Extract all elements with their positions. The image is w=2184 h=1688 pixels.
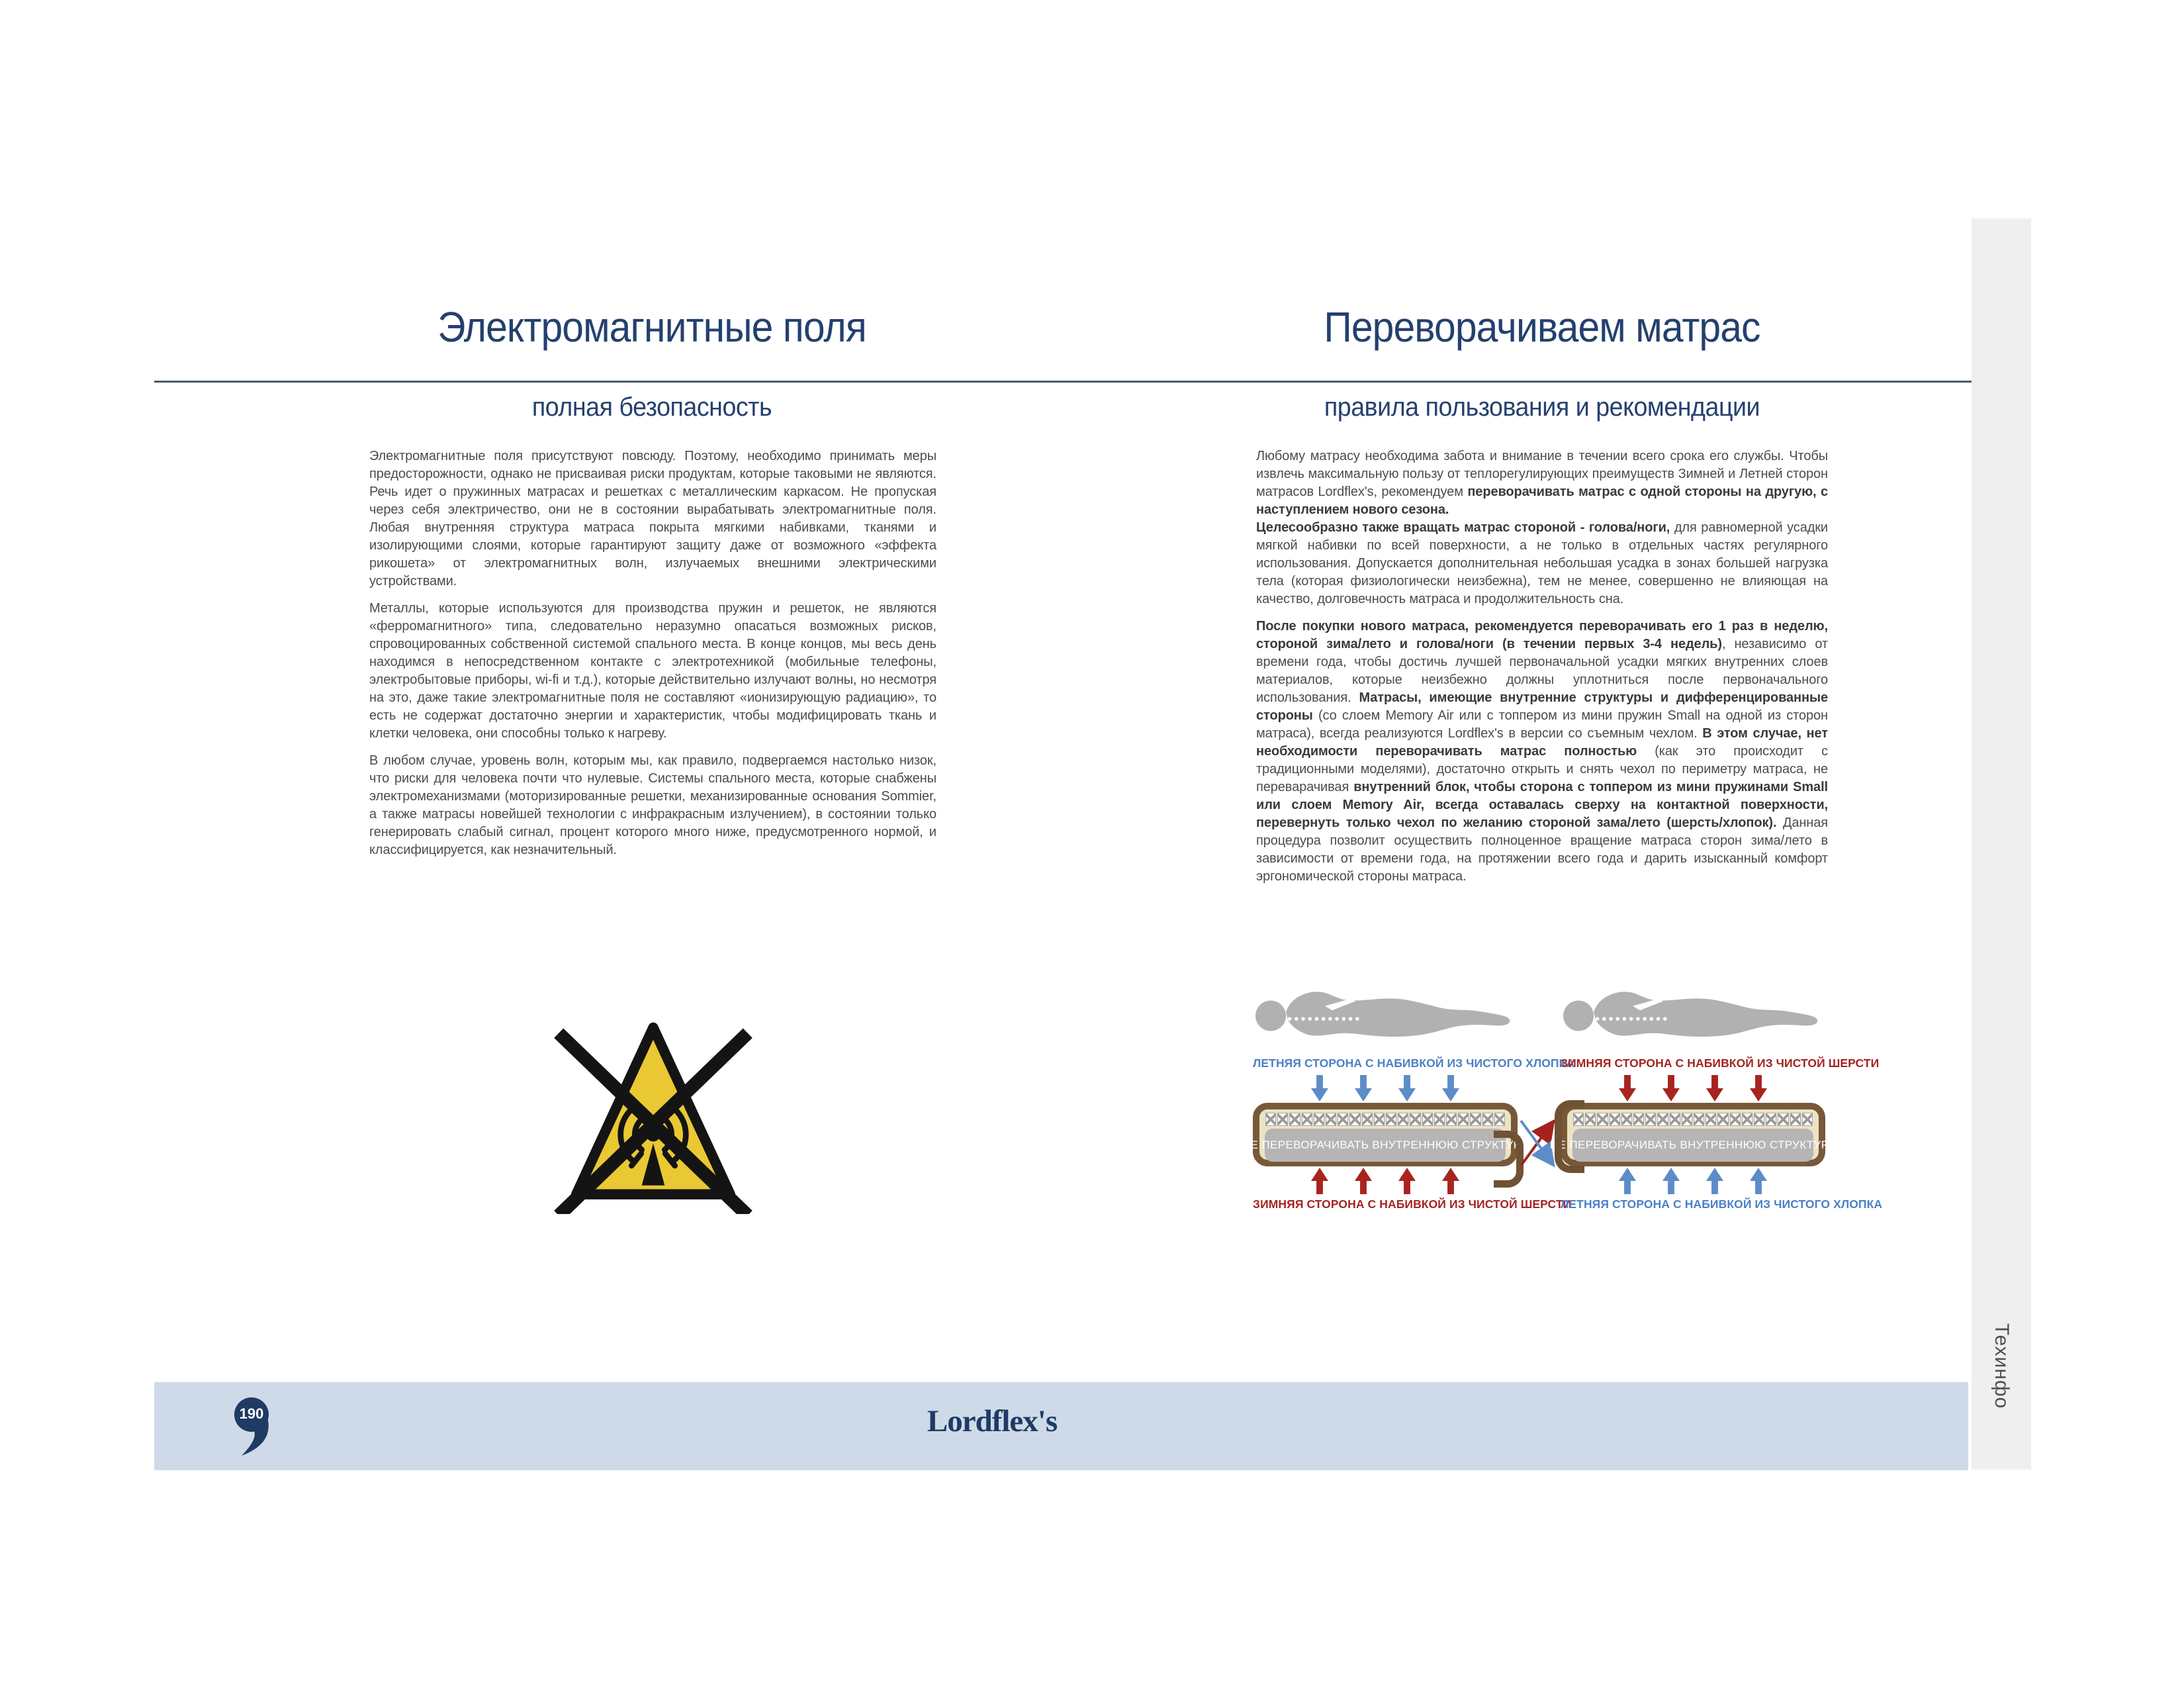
- page-number: 190: [239, 1405, 264, 1422]
- up-arrow-icon: [1706, 1168, 1723, 1194]
- summer-arrows-up: [1561, 1168, 1825, 1194]
- winter-arrows-down: [1561, 1075, 1825, 1102]
- up-arrow-icon: [1398, 1168, 1416, 1194]
- inner-structure-block: НЕ ПЕРЕВОРАЧИВАТЬ ВНУТРЕННЮЮ СТРУКТУРУ: [1265, 1129, 1506, 1162]
- section-tab-label: Техинфо: [1991, 1323, 2013, 1409]
- down-arrow-icon: [1355, 1075, 1372, 1102]
- title-divider: [154, 381, 1972, 383]
- winter-side-label: ЗИМНЯЯ СТОРОНА С НАБИВКОЙ ИЗ ЧИСТОЙ ШЕРСТИ: [1253, 1197, 1572, 1211]
- mattress-cross-section: [1549, 1103, 1837, 1166]
- up-arrow-icon: [1442, 1168, 1459, 1194]
- diagram-panel-winter-up: [1549, 978, 1883, 1220]
- down-arrow-icon: [1311, 1075, 1328, 1102]
- summer-side-label: ЛЕТНЯЯ СТОРОНА С НАБИВКОЙ ИЗ ЧИСТОГО ХЛОПКА: [1561, 1197, 1883, 1211]
- paragraph: В любом случае, уровень волн, которым мы, как правило, подвергаемся настолько низок, что риски для человека почти что нулевые. Системы спального места, которые снабжены электромеханизмами (моторизированные решетки, механизированные основания Sommier, а также матрасы новейшей технологии с инфракрасным излучением), в состоянии только генерировать слабый сигнал, процент которого много ниже, предусмотренного нормой, и классифицируется, как незначительный.: [369, 753, 936, 857]
- up-arrow-icon: [1750, 1168, 1767, 1194]
- cover-zipper-hook: [1555, 1100, 1584, 1173]
- up-arrow-icon: [1662, 1168, 1680, 1194]
- up-arrow-icon: [1311, 1168, 1328, 1194]
- down-arrow-icon: [1619, 1075, 1636, 1102]
- summer-side-label: ЛЕТНЯЯ СТОРОНА С НАБИВКОЙ ИЗ ЧИСТОГО ХЛОПКА: [1253, 1056, 1575, 1070]
- diagram-panel-summer-up: [1242, 978, 1575, 1220]
- winter-side-label: ЗИМНЯЯ СТОРОНА С НАБИВКОЙ ИЗ ЧИСТОЙ ШЕРСТИ: [1561, 1056, 1880, 1070]
- right-article-title: Переворачиваем матрас: [1324, 303, 1760, 351]
- left-article-body: [369, 447, 936, 868]
- paragraph: Металлы, которые используются для производства пружин и решеток, не являются «ферромагнитного» типа, следовательно неразумно опасаться возможных рисков, спровоцированных собственной системой спального места. В конце концов, мы весь день находимся в непосредственном контакте с электротехникой (мобильные телефоны, электробытовые приборы, wi-fi и т.д.), которые действительно излучают волны, но несмотря на это, даже такие электромагнитные поля не составляют «ионизирующую радиацию», то есть не содержат достаточно энергии и характеристик, чтобы модифицировать ткань и клетки человека, они способны только к нагреву.: [369, 601, 936, 741]
- left-article-title: Электромагнитные поля: [437, 303, 866, 351]
- down-arrow-icon: [1662, 1075, 1680, 1102]
- right-article-subtitle: правила пользования и рекомендации: [1324, 393, 1760, 422]
- up-arrow-icon: [1355, 1168, 1372, 1194]
- paragraph: Электромагнитные поля присутствуют повсюду. Поэтому, необходимо принимать меры предосторожности, однако не присваивая риски продуктам, которые таковыми не являются. Речь идет о пружинных матрасах и решетках с металлическим каркасом. Не пропуская через себя электричество, они не в состоянии вырабатывать электромагнитные поля. Любая внутренняя структура матраса покрыта мягкими набивками, тканями и изолирующими слоями, которые гарантируют защиту даже от возможного «эффекта рикошета» от электромагнитных волн, излучаемых внешними электрическими устройствами.: [369, 449, 936, 588]
- down-arrow-icon: [1398, 1075, 1416, 1102]
- down-arrow-icon: [1706, 1075, 1723, 1102]
- sleeping-person-icon: [1253, 982, 1518, 1043]
- inner-structure-block: НЕ ПЕРЕВОРАЧИВАТЬ ВНУТРЕННЮЮ СТРУКТУРУ: [1572, 1129, 1813, 1162]
- summer-arrows-down: [1253, 1075, 1518, 1102]
- down-arrow-icon: [1750, 1075, 1767, 1102]
- winter-arrows-up: [1253, 1168, 1518, 1194]
- mattress-cross-section: [1242, 1103, 1529, 1166]
- sleeping-person-icon: [1561, 982, 1825, 1043]
- left-article-subtitle: полная безопасность: [531, 393, 772, 422]
- no-electromagnetic-radiation-icon: [548, 1001, 758, 1214]
- footer-band: [154, 1382, 1968, 1470]
- brand-logo: Lordflex's: [927, 1404, 1058, 1438]
- right-article-body: [1256, 447, 1828, 895]
- mini-springs-row: [1265, 1113, 1506, 1126]
- mattress-flip-diagram: [1242, 978, 1883, 1220]
- mini-springs-row: [1572, 1113, 1813, 1126]
- down-arrow-icon: [1442, 1075, 1459, 1102]
- page-number-badge: [234, 1397, 271, 1456]
- paragraph: После покупки нового матраса, рекомендуется переворачивать его 1 раз в неделю, стороной зима/лето и голова/ноги (в течении первых 3-4 недель), независимо от времени года, чтобы достичь лучшей первоначальной усадки мягких внутренних слоев материалов, которые неизбежно должны уплотниться после первоначального использования. Матрасы, имеющие внутренние структуры и дифференцированные стороны (со слоем Memory Air или с топпером из мини пружин Small на одной из сторон матраса), всегда реализуются Lordflex's в версии со съемным чехлом. В этом случае, нет необходимости переворачивать матрас полностью (как это происходит с традиционными моделями), достаточно открыть и снять чехол по периметру матраса, не переварачивая внутренний блок, чтобы сторона с топпером из мини пружинами Small или слоем Memory Air, всегда оставалась сверху на контактной поверхности, перевернуть только чехол по желанию стороной зама/лето (шерсть/хлопок). Данная процедура позволит осуществить полноценное вращение матраса сторон зима/лето в зависимости от времени года, на протяжении всего года и дарить изысканный комфорт эргономической стороны матраса.: [1256, 619, 1828, 884]
- section-tab-strip: [1972, 218, 2031, 1470]
- up-arrow-icon: [1619, 1168, 1636, 1194]
- paragraph: Любому матрасу необходима забота и внимание в течении всего срока его службы. Чтобы извлечь максимальную пользу от теплорегулирующих преимуществ Зимней и Летней сторон матрасов Lordflex's, рекомендуем переворачивать матрас с одной стороны на другую, с наступлением нового сезона. Целесообразно также вращать матрас стороной - голова/ноги, для равномерной усадки мягкой набивки по всей поверхности, а не только в отдельных частях регулярного использования. Допускается дополнительная небольшая усадка в зонах большей нагрузка тела (которая физиологически неизбежна), тем не менее, совершенно не влияющая на качество, долговечность матраса и продолжительность сна.: [1256, 449, 1829, 606]
